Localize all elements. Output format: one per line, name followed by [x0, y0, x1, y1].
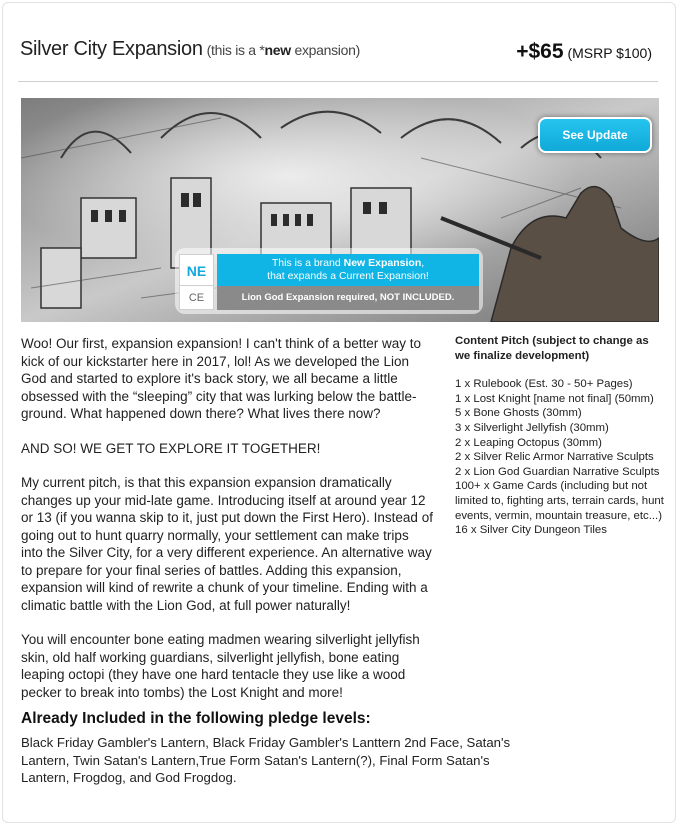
price-amount: +$65 — [516, 40, 564, 63]
list-item: 2 x Silver Relic Armor Narrative Sculpts — [455, 451, 654, 464]
subtitle — [207, 42, 360, 58]
badge-line1-post: , — [421, 257, 425, 269]
price — [516, 40, 652, 64]
subtitle-post: expansion) — [290, 42, 360, 58]
list-item: 1 x Lost Knight [name not final] (50mm) — [455, 392, 654, 405]
list-item: 100+ x Game Cards (including but not limited to, fighting arts, terrain cards, hunt events, vermin, mountain treasure, etc...) — [455, 480, 664, 522]
badge-line1-bold: New Expansion — [343, 257, 422, 269]
included-heading: Already Included in the following pledge levels: — [21, 710, 371, 727]
badge-line1-pre: This is a brand — [271, 257, 344, 269]
list-item: 1 x Rulebook (Est. 30 - 50+ Pages) — [455, 378, 633, 391]
subtitle-pre: (this is a * — [206, 42, 265, 58]
list-item: 5 x Bone Ghosts (30mm) — [455, 407, 582, 420]
price-msrp: (MSRP $100) — [567, 45, 652, 61]
badge-ce: CE — [179, 286, 214, 310]
badge-note: Lion God Expansion required, NOT INCLUDED. — [217, 286, 479, 310]
list-item: 2 x Lion God Guardian Narrative Sculpts — [455, 465, 660, 478]
list-item: 3 x Silverlight Jellyfish (30mm) — [455, 421, 609, 434]
see-update-button[interactable]: See Update — [538, 117, 652, 153]
badge-description — [217, 254, 479, 286]
list-item: 16 x Silver City Dungeon Tiles — [455, 524, 607, 537]
header — [20, 36, 660, 76]
content-pitch — [455, 334, 665, 538]
paragraph: Woo! Our first, expansion expansion! I can't think of a better way to kick of our kickstarter here in 2017, lol! As we developed the Lion God and started to explore it's back story, we all became a little obsessed with the “sleeping” city that was lurking below the battle-ground. What happened down there? What lives there now? — [21, 336, 422, 421]
badge-ne: NE — [179, 254, 214, 286]
header-divider — [18, 81, 658, 82]
banner-image — [21, 98, 659, 322]
included-text: Black Friday Gambler's Lantern, Black Friday Gambler's Lanttern 2nd Face, Satan's Lantern, Twin Satan's Lantern,True Form Satan's Lantern(?), Final Form Satan's Lantern, Frogdog, and God Frogdog. — [21, 735, 511, 785]
paragraph: AND SO! WE GET TO EXPLORE IT TOGETHER! — [21, 440, 321, 456]
paragraph: My current pitch, is that this expansion expansion dramatically changes up your mid-late game. Introducing itself at around year 12 or 13 (if you wanna skip to it, just put down the First Hero). Instead of going out to hunt quarry normally, your settlement can make trips into the Silver City, for a very different experience. An alternative way to prepare for your final series of battles. Adding this expansion, expansion will kind of rewrite a chunk of your timeline. Ending with a climatic battle with the Lion God, at full power naturally! — [21, 475, 433, 613]
content-list — [455, 377, 665, 538]
badge-line2: that expands a Current Expansion! — [267, 270, 429, 282]
description — [21, 335, 433, 718]
subtitle-bold: new — [264, 42, 291, 58]
content-pitch-title: Content Pitch (subject to change as we finalize development) — [455, 335, 649, 362]
title-text: Silver City Expansion — [20, 38, 203, 60]
page-title — [20, 38, 360, 61]
list-item: 2 x Leaping Octopus (30mm) — [455, 436, 602, 449]
paragraph: You will encounter bone eating madmen wearing silverlight jellyfish skin, old half working guardians, silverlight jellyfish, bone eating leaping octopi (they have one hard tentacle they use like a wood pecker to break into tombs) the Lost Knight and more! — [21, 632, 420, 700]
